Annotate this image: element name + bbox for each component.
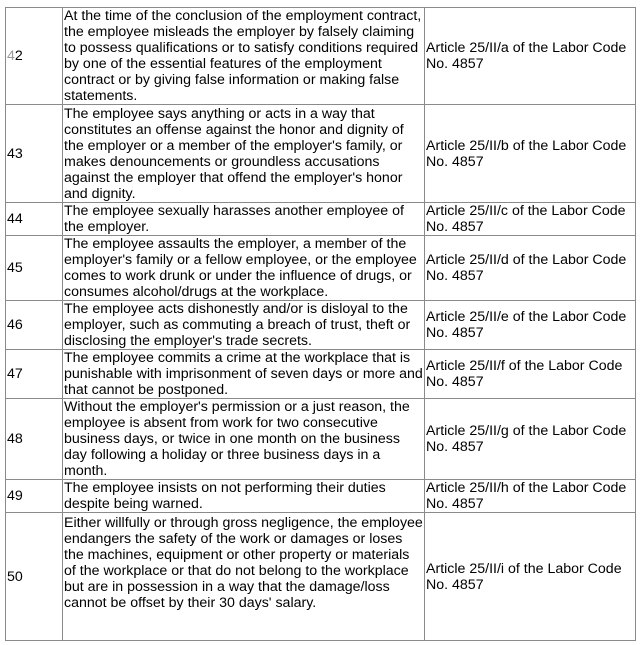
row-number: [6, 8, 63, 105]
row-number: 48: [6, 399, 63, 480]
row-description: At the time of the conclusion of the employment contract, the employee misleads the employer by falsely claiming to possess qualifications or to satisfy conditions required by one of the essential features of the employment contract or by giving false information or making false statements.: [63, 8, 425, 105]
table-row: [6, 8, 636, 105]
row-description: Without the employer's permission or a just reason, the employee is absent from work for two consecutive business days, or twice in one month on the business day following a holiday or three business days in a month.: [63, 399, 425, 480]
row-number: 46: [6, 301, 63, 350]
row-number-first-digit: 4: [7, 48, 15, 64]
row-article: Article 25/II/g of the Labor Code No. 4857: [425, 399, 636, 480]
row-description: Either willfully or through gross negligence, the employee endangers the safety of the work or damages or loses the machines, equipment or other property or materials of the workplace or that do not belong to the workplace but are in possession in a way that the damage/loss cannot be offset by their 30 days' salary.: [63, 513, 425, 641]
row-article: Article 25/II/i of the Labor Code No. 4857: [425, 513, 636, 641]
row-number: 44: [6, 203, 63, 236]
row-article: Article 25/II/d of the Labor Code No. 4857: [425, 236, 636, 301]
row-description: The employee commits a crime at the workplace that is punishable with imprisonment of seven days or more and that cannot be postponed.: [64, 350, 423, 398]
row-description: The employee says anything or acts in a way that constitutes an offense against the honor and dignity of the employer or a member of the employer's family, or makes denouncements or groundless accusations against the employer that offend the employer's honor and dignity.: [63, 105, 425, 203]
table-row: [6, 350, 636, 399]
row-article: Article 25/II/e of the Labor Code No. 4857: [425, 301, 636, 350]
row-description: The employee acts dishonestly and/or is disloyal to the employer, such as commuting a breach of trust, theft or disclosing the employer's trade secrets.: [63, 301, 425, 350]
row-number: 47: [6, 350, 63, 399]
table-row: [6, 203, 636, 236]
row-number-rest: 2: [14, 48, 23, 64]
row-number: 43: [6, 105, 63, 203]
row-description: The employee sexually harasses another employee of the employer.: [63, 203, 425, 236]
table-row: [6, 301, 636, 350]
table-row: [6, 399, 636, 480]
row-number: 50: [6, 513, 63, 641]
table-row: [6, 105, 636, 203]
row-article: Article 25/II/b of the Labor Code No. 4857: [425, 105, 636, 203]
row-description: The employee assaults the employer, a member of the employer's family or a fellow employee, or the employee comes to work drunk or under the influence of drugs, or consumes alcohol/drugs at the workplace.: [63, 236, 425, 301]
row-article: Article 25/II/f of the Labor Code No. 4857: [425, 350, 636, 399]
table-row: [6, 236, 636, 301]
row-article: Article 25/II/c of the Labor Code No. 4857: [425, 203, 636, 236]
row-article: Article 25/II/a of the Labor Code No. 4857: [425, 8, 636, 105]
row-article: Article 25/II/h of the Labor Code No. 4857: [425, 480, 636, 513]
table-row: [6, 513, 636, 641]
row-number: 45: [6, 236, 63, 301]
table-row: [6, 480, 636, 513]
row-description: The employee insists on not performing their duties despite being warned.: [63, 480, 425, 513]
row-number: 49: [6, 480, 63, 513]
termination-grounds-table: [5, 7, 636, 641]
